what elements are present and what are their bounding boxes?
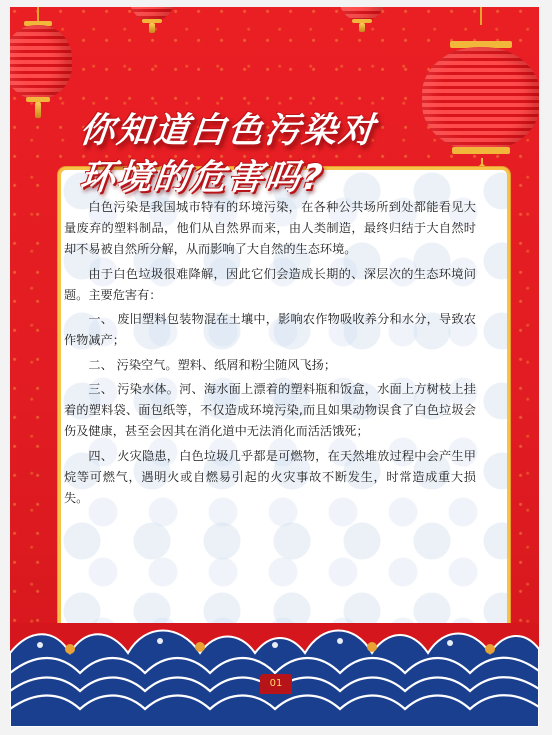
- page-number: 01: [260, 674, 292, 694]
- article-body: [64, 197, 476, 512]
- paragraph-harm-1: 一、 废旧塑料包装物混在土壤中，影响农作物吸收养分和水分，导致农作物减产；: [64, 312, 476, 347]
- poster-title-line-1: 你知道白色污染对: [77, 111, 378, 151]
- paragraph-harm-3: 三、 污染水体。河、海水面上漂着的塑料瓶和饭盒，水面上方树枝上挂着的塑料袋、面包纸等，不仅造成环境污染,而且如果动物误食了白色垃圾会伤及健康，甚至会因其在消化道中无法消化而活活饿死；: [64, 382, 476, 438]
- poster-title-line-2: 环境的危害吗?: [77, 158, 327, 198]
- paragraph-harm-2: 二、 污染空气。塑料、纸屑和粉尘随风飞扬；: [88, 357, 337, 372]
- poster: [10, 7, 539, 727]
- paragraph-harms-intro: 由于白色垃圾很难降解，因此它们会造成长期的、深层次的生态环境问题。主要危害有：: [64, 266, 476, 302]
- paragraph-intro: 白色污染是我国城市特有的环境污染，在各种公共场所到处都能看见大量废弃的塑料制品，他们从自然界而来，由人类制造，最终归结于大自然时却不易被自然所分解，从而影响了大自然的生态环境。: [64, 200, 476, 256]
- paragraph-harm-4: 四、 火灾隐患，白色垃圾几乎都是可燃物，在天然堆放过程中会产生甲烷等可燃气，遇明火或自燃易引起的火灾事故不断发生，时常造成重大损失。: [64, 448, 476, 505]
